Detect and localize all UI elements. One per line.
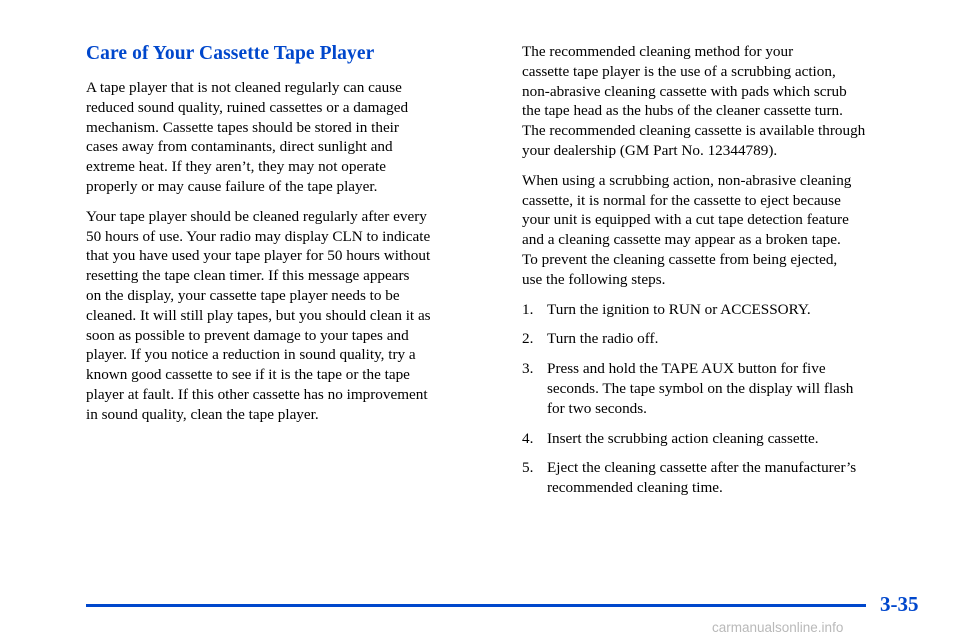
text-line: When using a scrubbing action, non‑abrasive cleaning: [522, 171, 852, 189]
step-text: [547, 429, 926, 449]
text-line: The recommended cleaning cassette is available through: [522, 122, 866, 140]
step-item: [522, 359, 926, 418]
paragraph: [522, 42, 926, 161]
text-line: in sound quality, clean the tape player.: [86, 405, 319, 423]
paragraph: [86, 78, 492, 197]
text-line: soon as possible to prevent damage to your tapes and: [86, 326, 409, 344]
step-number: 3.: [522, 360, 534, 378]
text-line: properly or may cause failure of the tape player.: [86, 177, 378, 195]
text-line: use the following steps.: [522, 270, 666, 288]
step-number: 2.: [522, 330, 534, 348]
section-title: Care of Your Cassette Tape Player: [86, 43, 375, 64]
step-item: [522, 300, 926, 320]
text-line: your unit is equipped with a cut tape detection feature: [522, 211, 849, 229]
text-line: Turn the ignition to RUN or ACCESSORY.: [547, 300, 811, 318]
text-line: and a cleaning cassette may appear as a broken tape.: [522, 231, 841, 249]
text-line: recommended cleaning time.: [547, 479, 723, 497]
step-text: [547, 458, 926, 498]
text-line: cassette tape player is the use of a scrubbing action,: [522, 62, 836, 80]
page-number: 3-35: [880, 592, 919, 616]
text-line: extreme heat. If they aren’t, they may not operate: [86, 158, 386, 176]
step-number: 5.: [522, 459, 534, 477]
text-line: your dealership (GM Part No. 12344789).: [522, 141, 778, 159]
step-item: [522, 429, 926, 449]
text-line: the tape head as the hubs of the cleaner cassette turn.: [522, 102, 843, 120]
text-line: reduced sound quality, ruined cassettes or a damaged: [86, 98, 409, 116]
text-line: cassette, it is normal for the cassette to eject because: [522, 191, 841, 209]
text-line: Press and hold the TAPE AUX button for five: [547, 360, 826, 378]
step-number: 1.: [522, 300, 534, 318]
step-text: [547, 329, 926, 349]
text-line: on the display, your cassette tape player needs to be: [86, 286, 400, 304]
text-line: for two seconds.: [547, 399, 647, 417]
text-line: cleaned. It will still play tapes, but you should clean it as: [86, 306, 431, 324]
text-line: A tape player that is not cleaned regularly can cause: [86, 79, 402, 96]
text-line: 50 hours of use. Your radio may display CLN to indicate: [86, 227, 431, 245]
text-line: mechanism. Cassette tapes should be stored in their: [86, 118, 399, 136]
text-line: The recommended cleaning method for your: [522, 43, 794, 60]
text-line: Turn the radio off.: [547, 330, 659, 348]
step-text: [547, 359, 926, 418]
step-text: [547, 300, 926, 320]
text-line: player at fault. If this other cassette has no improvement: [86, 385, 428, 403]
text-line: non‑abrasive cleaning cassette with pads which scrub: [522, 82, 847, 100]
step-number: 4.: [522, 429, 534, 447]
watermark: carmanualsonline.info: [712, 620, 844, 635]
text-line: To prevent the cleaning cassette from being ejected,: [522, 250, 838, 268]
paragraph: [86, 207, 492, 425]
text-line: cases away from contaminants, direct sunlight and: [86, 138, 393, 156]
step-item: [522, 458, 926, 498]
left-column: [86, 42, 492, 435]
text-line: known good cassette to see if it is the tape or the tape: [86, 366, 410, 384]
step-item: [522, 329, 926, 349]
text-line: Eject the cleaning cassette after the manufacturer’s: [547, 459, 857, 477]
text-line: Insert the scrubbing action cleaning cassette.: [547, 429, 819, 447]
text-line: Your tape player should be cleaned regularly after every: [86, 207, 427, 225]
right-column: [522, 42, 926, 508]
text-line: seconds. The tape symbol on the display will flash: [547, 379, 854, 397]
text-line: player. If you notice a reduction in sound quality, try a: [86, 346, 416, 364]
footer-rule: [86, 604, 866, 607]
text-line: resetting the tape clean timer. If this message appears: [86, 267, 410, 285]
text-line: that you have used your tape player for 50 hours without: [86, 247, 431, 265]
paragraph: [522, 171, 926, 290]
